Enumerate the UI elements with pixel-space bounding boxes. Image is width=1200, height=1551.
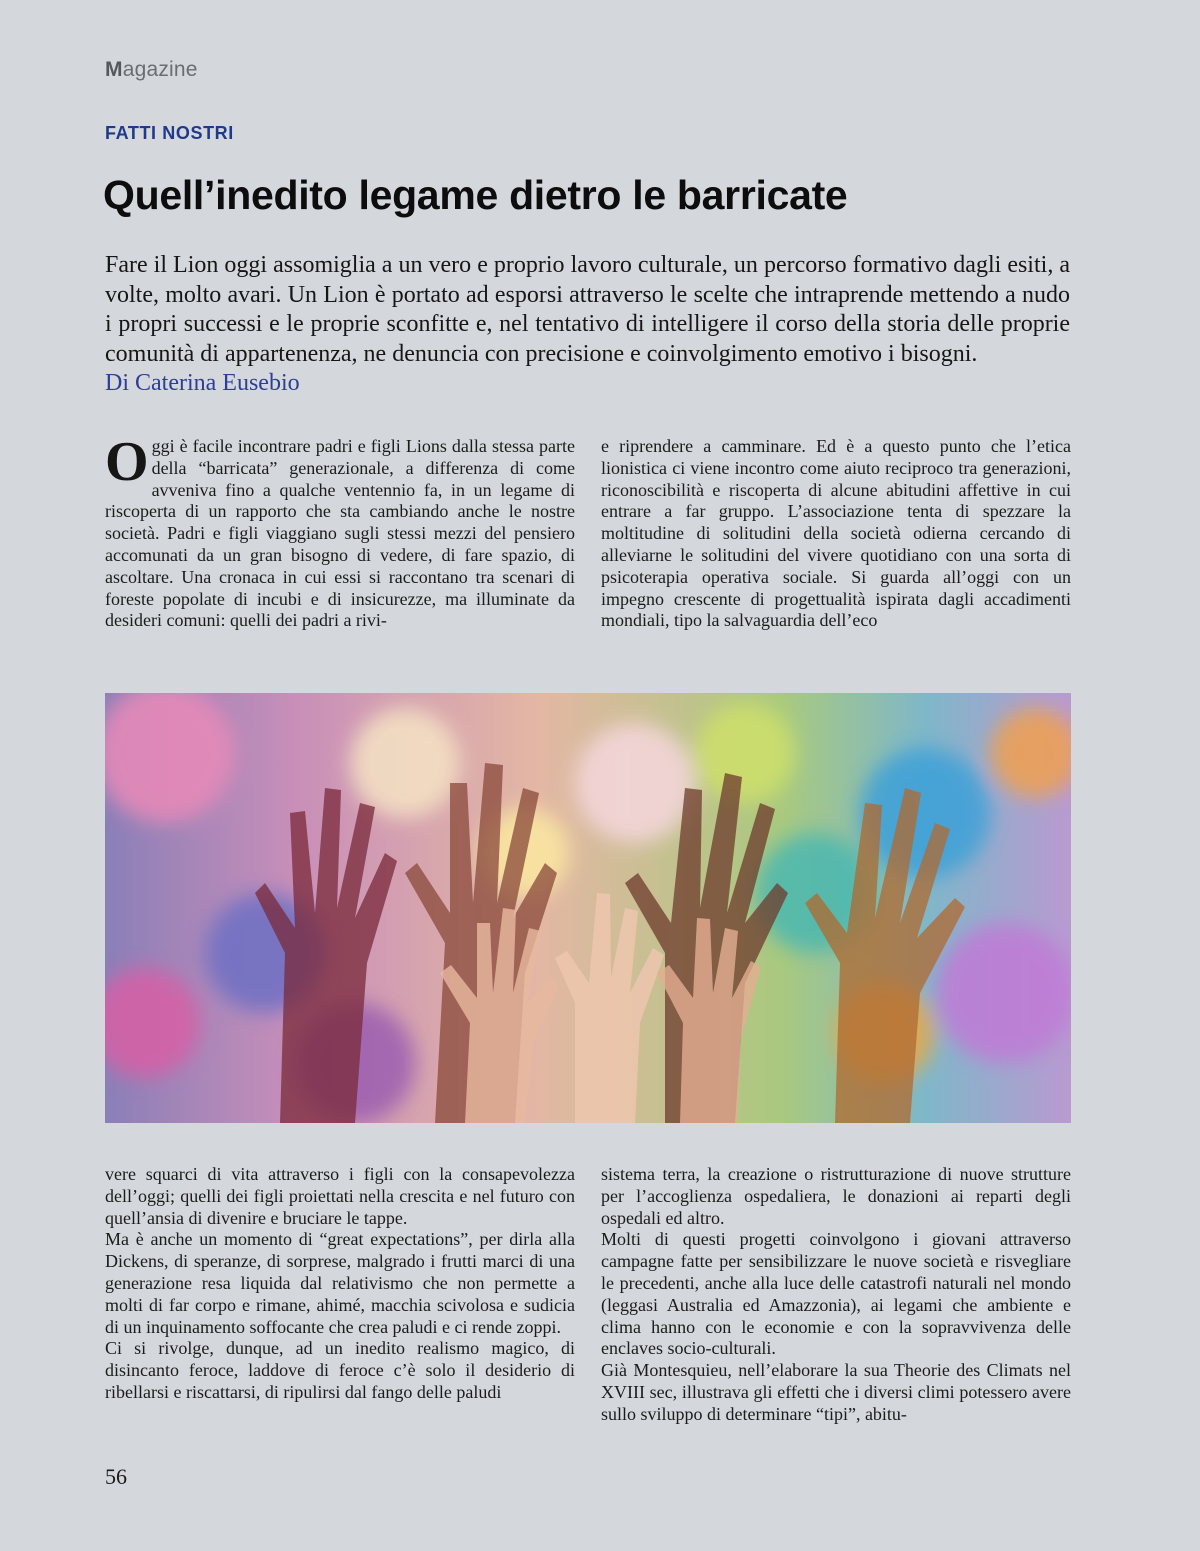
magazine-label: [105, 58, 198, 82]
article-author: Di Caterina Eusebio: [105, 370, 300, 397]
raised-hands-photo: [105, 693, 1071, 1123]
magazine-rest: agazine: [122, 58, 198, 81]
paragraph: Molti di questi progetti coinvolgono i giovani attraverso campagne fatte per sensibilizzare le nuove società e risvegliare le precedenti, anche alla luce delle catastrofi naturali nel mondo (leggasi Australia ed Amazzonia), ai legami che ambiente e clima hanno con le economie e con la sopravvivenza delle enclaves socio-culturali.: [601, 1229, 1071, 1359]
body-column-2: [601, 436, 1071, 632]
paragraph: ggi è facile incontrare padri e figli Lions dalla stessa parte della “barricata” generazionale, a differenza di come avveniva fino a qualche ventennio fa, in un legame di riscoperta di un rapporto che sta cambiando anche le nostre società. Padri e figli viaggiano sugli stessi mezzi del pensiero accomunati da un gran bisogno di vedere, di fare spazio, di ascoltare. Una cronaca in cui essi si raccontano tra scenari di foreste popolate di incubi e di insicurezze, ma illuminate da desideri comuni: quelli dei padri a rivi-: [105, 436, 575, 631]
paragraph: Ma è anche un momento di “great expectations”, per dirla alla Dickens, di speranze, di sorprese, malgrado i frutti marci di una generazione resa liquida dal relativismo che non permette a molti di far corpo e rimane, ahimé, macchia scivolosa e sudicia di un inquinamento soffocante che crea paludi e ci rende zoppi.: [105, 1229, 575, 1337]
magazine-initial: M: [105, 58, 123, 81]
paragraph: vere squarci di vita attraverso i figli con la consapevolezza dell’oggi; quelli dei figli proiettati nella crescita e nel futuro con quell’ansia di divenire e bruciare le tappe.: [105, 1164, 575, 1228]
article-lead: [105, 251, 1070, 399]
lead-text: Fare il Lion oggi assomiglia a un vero e proprio lavoro culturale, un percorso formativo dagli esiti, a volte, molto avari. Un Lion è portato ad esporsi attraverso le scelte che intraprende mettendo a nudo i propri successi e le proprie sconfitte e, nel tentativo di intelligere il corso della storia delle proprie comunità di appartenenza, ne denuncia con precisione e coinvolgimento emotivo i bisogni.: [105, 252, 1070, 367]
paragraph: sistema terra, la creazione o ristrutturazione di nuove strutture per l’accoglienza ospedaliera, le donazioni ai reparti degli ospedali ed altro.: [601, 1164, 1071, 1228]
body-column-1: [105, 431, 575, 632]
paragraph: Già Montesquieu, nell’elaborare la sua Theorie des Climats nel XVIII sec, illustrava gli effetti che i diversi climi potessero avere sullo sviluppo di determinare “tipi”, abitu-: [601, 1360, 1071, 1424]
page-number: 56: [105, 1464, 127, 1489]
article-title: Quell’inedito legame dietro le barricate: [103, 172, 848, 218]
body-column-3: [105, 1164, 575, 1404]
section-label: FATTI NOSTRI: [105, 123, 234, 143]
body-column-4: [601, 1164, 1071, 1426]
paragraph: e riprendere a camminare. Ed è a questo punto che l’etica lionistica ci viene incontro come aiuto reciproco tra generazioni, riconoscibilità e riscoperta di alcune abitudini affettive in cui entrare a far gruppo. L’associazione tenta di spezzare la moltitudine di solitudini della società odierna cercando di alleviarne le solitudini del vivere quotidiano con una sorta di psicoterapia operativa sociale. Si guarda all’oggi con un impegno crescente di progettualità ispirata dagli accadimenti mondiali, tipo la salvaguardia dell’eco: [601, 436, 1071, 631]
drop-cap: O: [105, 431, 149, 493]
paragraph: Ci si rivolge, dunque, ad un inedito realismo magico, di disincanto feroce, laddove di feroce c’è solo il desiderio di ribellarsi e riscattarsi, di ripulirsi dal fango delle paludi: [105, 1338, 575, 1402]
